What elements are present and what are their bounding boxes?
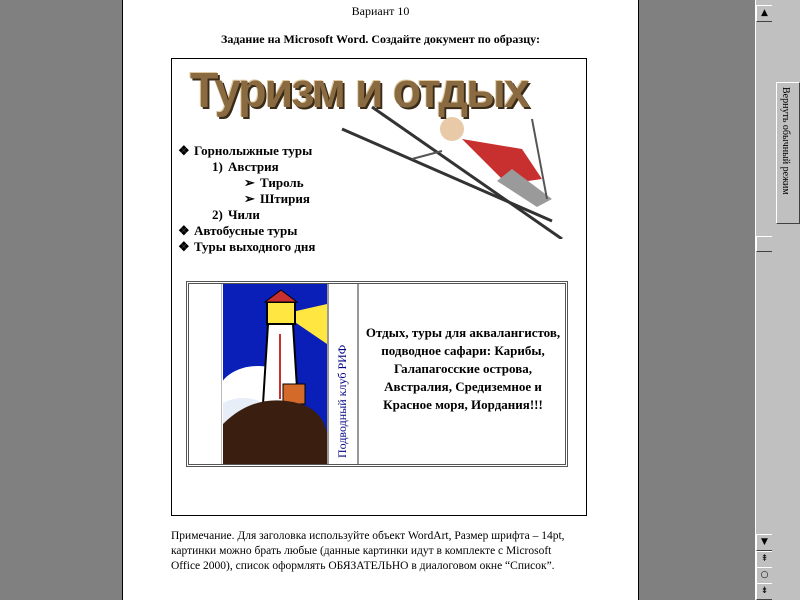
sample-frame	[171, 58, 587, 516]
list-item: 1) Австрия	[212, 159, 279, 174]
note-text: Примечание. Для заголовка используйте объект WordArt, Размер шрифта – 14pt, картинки можно брать любые (данные картинки идут в комплекте с Microsoft Office 2000), список оформлять ОБЯЗАТЕЛЬНО в диалоговом окне “Список”.	[171, 530, 565, 572]
table-cell-empty	[189, 284, 222, 464]
circle-icon[interactable]: ○	[756, 567, 773, 584]
double-up-icon[interactable]: ⇞	[756, 551, 773, 568]
wordart-title: Туризм и отдых	[190, 64, 528, 118]
list-item: 2) Чили	[212, 207, 260, 222]
list-item: ❖ Горнолыжные туры	[178, 143, 313, 158]
double-down-icon[interactable]: ⇟	[756, 583, 773, 600]
tour-description: Отдых, туры для аквалангистов, подводное сафари: Карибы, Галапагосские острова, Австралия, Средиземное и Красное моря, Иордания!!!	[365, 325, 561, 412]
return-normal-mode-button[interactable]	[776, 82, 800, 224]
list-item: ➢ Тироль	[244, 175, 304, 190]
return-button-label: Вернуть обычный режим	[780, 87, 791, 195]
task-title: Задание на Microsoft Word. Создайте документ по образцу:	[221, 32, 540, 46]
list-item: ➢ Штирия	[244, 191, 310, 206]
info-table	[186, 281, 568, 467]
list-item: ❖ Автобусные туры	[178, 223, 298, 238]
scroll-thumb[interactable]	[756, 236, 773, 252]
arrow-up-icon[interactable]: ▲	[756, 5, 773, 22]
club-name: Подводный клуб РИФ	[335, 344, 349, 458]
variant-header: Вариант 10	[351, 4, 410, 18]
table-cell-vertical	[327, 284, 359, 464]
list-item: ❖ Туры выходного дня	[178, 239, 316, 254]
vertical-scrollbar[interactable]	[755, 0, 773, 600]
arrow-down-icon[interactable]: ▼	[756, 534, 773, 551]
tour-list	[178, 143, 315, 255]
lighthouse-icon	[223, 284, 327, 464]
document-page	[122, 0, 639, 600]
